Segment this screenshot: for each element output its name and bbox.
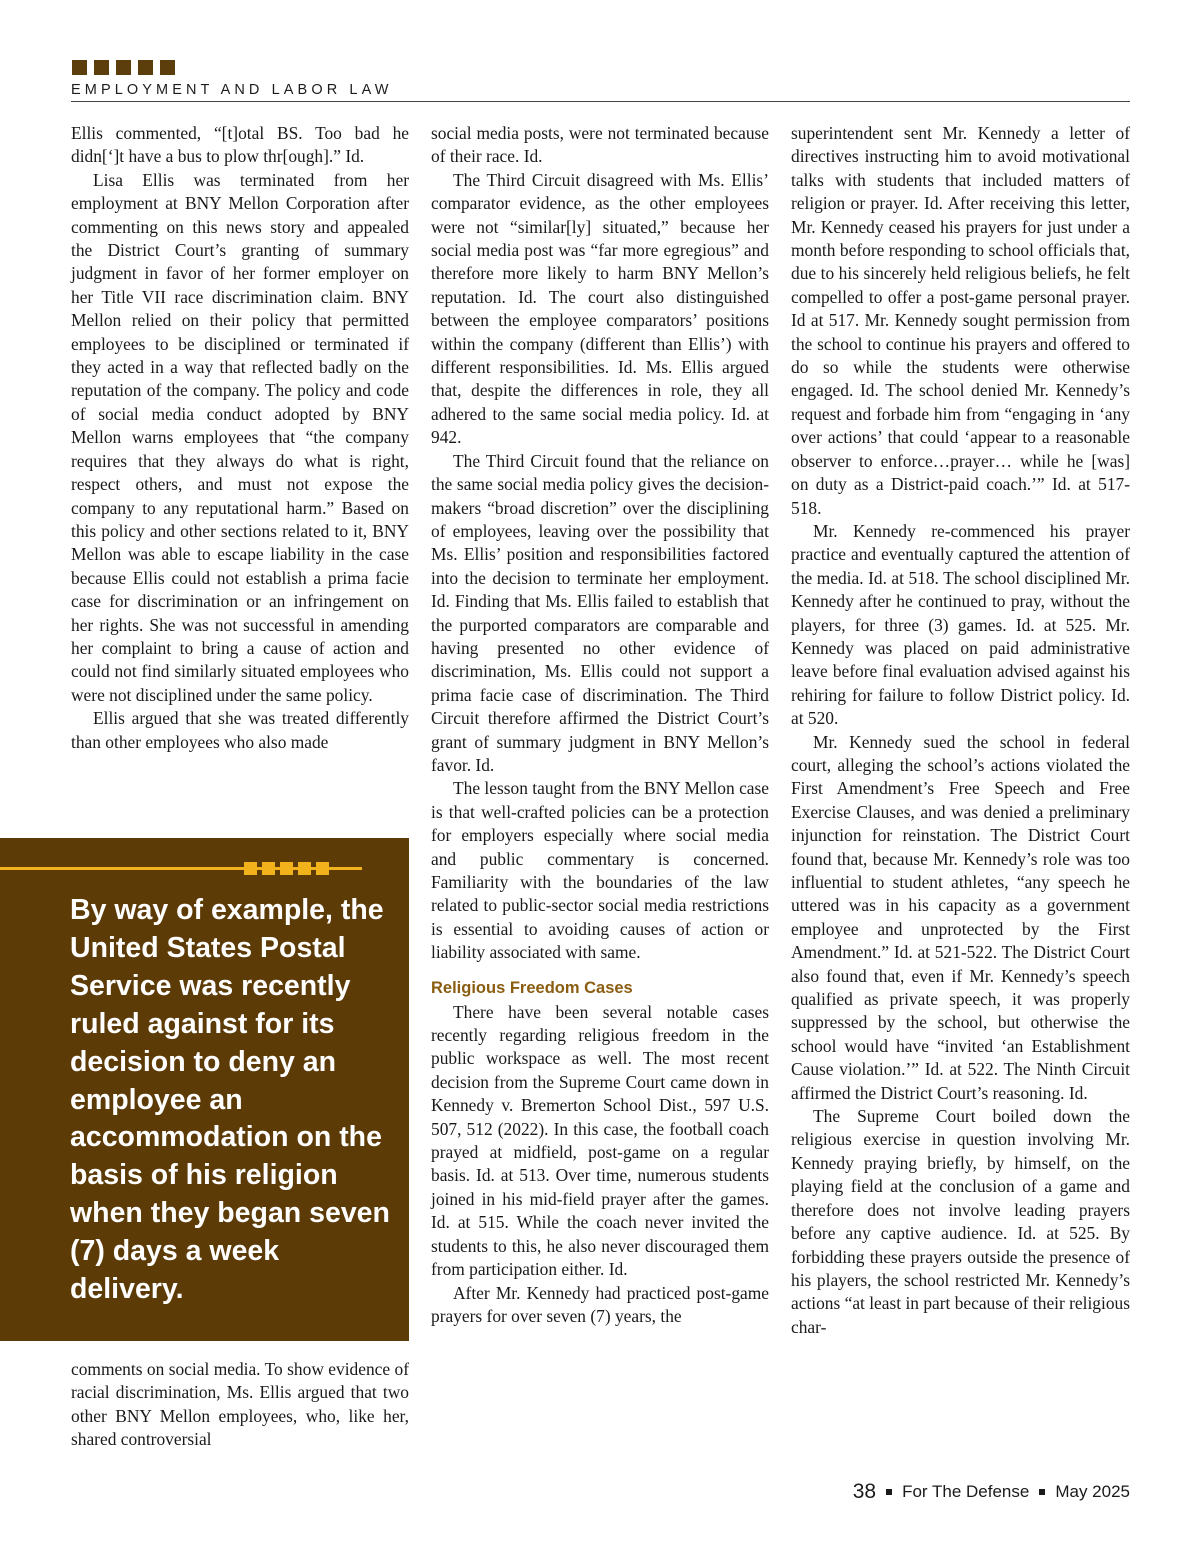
header-divider	[71, 101, 1130, 102]
paragraph: Ellis commented, “[t]otal BS. Too bad he didn[‘]t have a bus to plow thr[ough].” Id.	[71, 123, 409, 167]
paragraph: The Third Circuit disagreed with Ms. Ellis’ comparator evidence, as the other employees were not “similar[ly] situated,” because her social media post was “far more egregious” and therefore more likely to harm BNY Mellon’s reputation. Id. The court also distinguished between the employee comparators’ positions within the company (different than Ellis’) with different responsibilities. Id. Ms. Ellis argued that, despite the differences in role, they all adhered to the same social media policy. Id. at 942.	[431, 169, 769, 448]
paragraph: superintendent sent Mr. Kennedy a letter of directives instructing him to avoid motivational talks with students that included matters of religion or prayer. Id. After receiving this letter, Mr. Kennedy ceased his prayers for just under a month before responding to school officials that, due to his sincerely held religious beliefs, he felt compelled to offer a post-game personal prayer. Id at 517. Mr. Kennedy sought permission from the school to continue his prayers and offered to do so while the students were otherwise engaged. Id. The school denied Mr. Kennedy’s request and forbade him from “engaging in ‘any over actions’ that could ‘appear to a reasonable observer to enforce…prayer… while he [was] on duty as a District-paid coach.’” Id. at 517-518.	[791, 123, 1130, 518]
square-ornament	[116, 60, 131, 75]
pull-quote-squares-ornament	[244, 862, 329, 875]
section-title: EMPLOYMENT AND LABOR LAW	[71, 82, 393, 98]
square-ornament	[138, 60, 153, 75]
page-footer	[853, 1480, 1130, 1504]
column-2	[431, 122, 769, 1328]
square-ornament	[94, 60, 109, 75]
square-ornament	[316, 862, 329, 875]
square-ornament	[160, 60, 175, 75]
column-3	[791, 122, 1130, 1339]
issue-date: May 2025	[1055, 1482, 1130, 1501]
paragraph: comments on social media. To show evidence of racial discrimination, Ms. Ellis argued that two other BNY Mellon employees, who, like her, shared controversial	[71, 1359, 409, 1450]
page-number: 38	[852, 1480, 877, 1503]
separator-dot	[886, 1489, 892, 1495]
paragraph: Lisa Ellis was terminated from her employment at BNY Mellon Corporation after commenting on this news story and appealed the District Court’s granting of summary judgment in favor of her former employer on her Title VII race discrimination claim. BNY Mellon relied on their policy that permitted employees to be disciplined or terminated if they acted in a way that reflected badly on the reputation of the company. The policy and code of social media conduct adopted by BNY Mellon warns employees that “the company requires that they always do what is right, respect others, and must not expose the company to any reputational harm.” Based on this policy and other sections related to it, BNY Mellon was able to escape liability in the case because Ellis could not establish a prima facie case for discrimination or an infringement on her rights. She was not successful in amending her complaint to bring a cause of action and could not find similarly situated employees who were not disciplined under the same policy.	[71, 169, 409, 705]
publication-name: For The Defense	[902, 1482, 1030, 1501]
separator-dot	[1039, 1489, 1045, 1495]
square-ornament	[244, 862, 257, 875]
square-ornament	[298, 862, 311, 875]
square-ornament	[72, 60, 87, 75]
square-ornament	[280, 862, 293, 875]
column-1-top	[71, 122, 409, 754]
paragraph: The Third Circuit found that the reliance on the same social media policy gives the decision-makers “broad discretion” over the disciplining of employees, leaving over the possibility that Ms. Ellis’ position and responsibilities factored into the decision to terminate her employment. Id. Finding that Ms. Ellis failed to establish that the purported comparators are comparable and having presented no other evidence of discrimination, Ms. Ellis could not support a prima facie case of discrimination. The Third Circuit therefore affirmed the District Court’s grant of summary judgment in BNY Mellon’s favor. Id.	[431, 450, 769, 775]
paragraph: Mr. Kennedy re-commenced his prayer practice and eventually captured the attention of the media. Id. at 518. The school disciplined Mr. Kennedy after he continued to pray, without the players, for three (3) games. Id. at 525. Mr. Kennedy was placed on paid administrative leave before final evaluation advised against his rehiring for failure to follow District policy. Id. at 520.	[791, 520, 1130, 729]
pull-quote-box	[0, 838, 409, 1341]
column-1-bottom	[71, 1358, 409, 1452]
section-heading: Religious Freedom Cases	[431, 978, 633, 997]
paragraph: The lesson taught from the BNY Mellon case is that well-crafted policies can be a protection for employers especially where social media and public commentary is concerned. Familiarity with the boundaries of the law related to public-sector social media restrictions is essential to avoiding causes of action or liability associated with same.	[431, 778, 769, 963]
paragraph: Mr. Kennedy sued the school in federal court, alleging the school’s actions violated the First Amendment’s Free Speech and Free Exercise Clauses, and was denied a preliminary injunction for reinstation. The District Court found that, because Mr. Kennedy’s role was too influential to student athletes, “any speech he uttered was in his capacity as a government employee and unprotected by the First Amendment.” Id. at 521-522. The District Court also found that, even if Mr. Kennedy’s speech qualified as private speech, it was properly suppressed by the school, but otherwise the school would have “invited ‘an Establishment Cause violation.’” Id. at 522. The Ninth Circuit affirmed the District Court’s reasoning. Id.	[791, 731, 1130, 1103]
paragraph: After Mr. Kennedy had practiced post-game prayers for over seven (7) years, the	[431, 1282, 769, 1326]
pull-quote-text: By way of example, the United States Postal Service was recently ruled against for its decision to deny an employee an accommodation on the basis of his religion when they began seven (7) days a week delivery.	[70, 894, 390, 1306]
paragraph: The Supreme Court boiled down the religious exercise in question involving Mr. Kennedy praying briefly, by himself, on the playing field at the conclusion of a game and therefore does not involve leading prayers before any captive audience. Id. at 525. By forbidding these prayers outside the presence of his players, the school restricted Mr. Kennedy’s actions “at least in part because of their religious char-	[791, 1106, 1130, 1337]
square-ornament	[262, 862, 275, 875]
paragraph: There have been several notable cases recently regarding religious freedom in the public workspace as well. The most recent decision from the Supreme Court came down in Kennedy v. Bremerton School Dist., 597 U.S. 507, 512 (2022). In this case, the football coach prayed at midfield, post-game on a regular basis. Id. at 513. Over time, numerous students joined in his mid-field prayer after the games. Id. at 515. While the coach never invited the students to this, he also never discouraged them from participation either. Id.	[431, 1001, 769, 1280]
paragraph: Ellis argued that she was treated differently than other employees who also made	[71, 708, 409, 752]
header-squares-ornament	[72, 60, 175, 75]
paragraph: social media posts, were not terminated because of their race. Id.	[431, 123, 769, 167]
